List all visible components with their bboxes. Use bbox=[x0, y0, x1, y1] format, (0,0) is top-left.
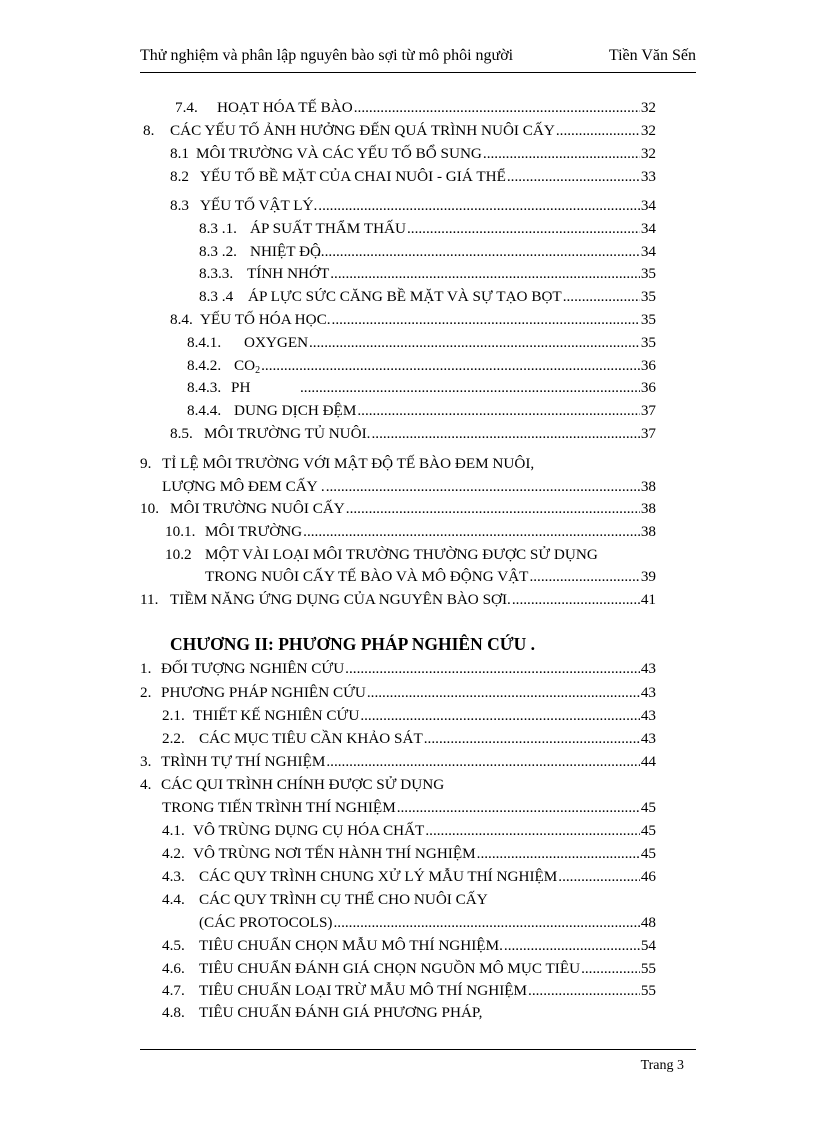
toc-entry: 4.6. TIÊU CHUẨN ĐÁNH GIÁ CHỌN NGUỒN MÔ MỤC TIÊU ..... 55 bbox=[162, 959, 656, 979]
toc-entry: (CÁC PROTOCOLS) ..... 48 bbox=[199, 913, 656, 933]
toc-entry: 10.1. MÔI TRƯỜNG ..... 38 bbox=[165, 522, 656, 542]
toc-entry: 10. MÔI TRƯỜNG NUÔI CẤY ..... 38 bbox=[140, 499, 656, 519]
toc-entry: 8.3.3. TÍNH NHỚT ..... 35 bbox=[199, 264, 656, 284]
toc-entry: 2. PHƯƠNG PHÁP NGHIÊN CỨU ..... 43 bbox=[140, 683, 656, 703]
toc-entry: 8. CÁC YẾU TỐ ẢNH HƯỞNG ĐẾN QUÁ TRÌNH NUÔI CẤY ..... 32 bbox=[143, 121, 656, 141]
toc-entry: 8.4.4. DUNG DỊCH ĐỆM ..... 37 bbox=[187, 401, 656, 421]
toc-entry: 8.3 .2. NHIỆT ĐỘ ..... 34 bbox=[199, 242, 656, 262]
author-name: Tiền Văn Sến bbox=[608, 47, 696, 64]
toc-entry: 8.3 .4 ÁP LỰC SỨC CĂNG BỀ MẶT VÀ SỰ TẠO BỌT ..... 35 bbox=[199, 287, 656, 307]
toc-entry: LƯỢNG MÔ ĐEM CẤY . ..... 38 bbox=[162, 477, 656, 497]
toc-entry: 3. TRÌNH TỰ THÍ NGHIỆM ..... 44 bbox=[140, 752, 656, 772]
toc-entry: 2.2. CÁC MỤC TIÊU CẦN KHẢO SÁT ..... 43 bbox=[162, 729, 656, 749]
footer-rule bbox=[140, 1049, 696, 1050]
toc-entry: 8.2 YẾU TỐ BỀ MẶT CỦA CHAI NUÔI - GIÁ THỂ ..... 33 bbox=[170, 167, 656, 187]
toc-entry: 8.4.2. $CO_2$ ..... 36 bbox=[187, 356, 656, 376]
toc-entry: 4.1. VÔ TRÙNG DỤNG CỤ HÓA CHẤT ..... 45 bbox=[162, 821, 656, 841]
toc-entry: 2.1. THIẾT KẾ NGHIÊN CỨU ..... 43 bbox=[162, 706, 656, 726]
toc-entry: 9. TỈ LỆ MÔI TRƯỜNG VỚI MẬT ĐỘ TẾ BÀO ĐEM NUÔI, bbox=[140, 455, 535, 472]
toc-entry: TRONG TIẾN TRÌNH THÍ NGHIỆM ..... 45 bbox=[162, 798, 656, 818]
toc-entry: 8.4. YẾU TỐ HÓA HỌC. ..... 35 bbox=[170, 310, 656, 330]
toc-entry: 8.3 YẾU TỐ VẬT LÝ. ..... 34 bbox=[170, 196, 656, 216]
toc-entry: 4.7. TIÊU CHUẨN LOẠI TRỪ MẪU MÔ THÍ NGHIỆM ..... 55 bbox=[162, 981, 656, 1001]
toc-entry: 8.4.3. PH ..... 36 bbox=[187, 378, 656, 398]
toc-entry: 7.4. HOẠT HÓA TẾ BÀO ..... 32 bbox=[175, 98, 656, 118]
toc-entry: 4.3. CÁC QUY TRÌNH CHUNG XỬ LÝ MẪU THÍ NGHIỆM ..... 46 bbox=[162, 867, 656, 887]
toc-entry: 4.8. TIÊU CHUẨN ĐÁNH GIÁ PHƯƠNG PHÁP, bbox=[162, 1004, 483, 1021]
toc-entry: 4.2. VÔ TRÙNG NƠI TẾN HÀNH THÍ NGHIỆM ..... 45 bbox=[162, 844, 656, 864]
toc-entry: TRONG NUÔI CẤY TẾ BÀO VÀ MÔ ĐỘNG VẬT ..... 39 bbox=[205, 567, 656, 587]
toc-entry: 8.3 .1. ÁP SUẤT THẨM THẤU ..... 34 bbox=[199, 219, 656, 239]
chapter-heading: CHƯƠNG II: PHƯƠNG PHÁP NGHIÊN CỨU . bbox=[170, 634, 536, 654]
toc-entry: 8.5. MÔI TRƯỜNG TỦ NUÔI. ..... 37 bbox=[170, 424, 656, 444]
page-number: Trang 3 bbox=[640, 1058, 684, 1073]
toc-entry: 4.5. TIÊU CHUẨN CHỌN MẪU MÔ THÍ NGHIỆM. ..... 54 bbox=[162, 936, 656, 956]
toc-entry: 10.2 MỘT VÀI LOẠI MÔI TRƯỜNG THƯỜNG ĐƯỢC SỬ DỤNG bbox=[165, 546, 598, 563]
toc-entry: 8.1 MÔI TRƯỜNG VÀ CÁC YẾU TỐ BỔ SUNG ..... 32 bbox=[170, 144, 656, 164]
document-title: Thử nghiệm và phân lập nguyên bào sợi từ mô phôi người bbox=[140, 47, 514, 64]
toc-entry: 8.4.1. OXYGEN ..... 35 bbox=[187, 333, 656, 353]
toc-entry: 4. CÁC QUI TRÌNH CHÍNH ĐƯỢC SỬ DỤNG bbox=[140, 776, 445, 793]
toc-entry: 1. ĐỐI TƯỢNG NGHIÊN CỨU ..... 43 bbox=[140, 659, 656, 679]
toc-entry: 11. TIỀM NĂNG ỨNG DỤNG CỦA NGUYÊN BÀO SỢI. ..... 41 bbox=[140, 590, 656, 610]
header-rule bbox=[140, 72, 696, 73]
toc-entry: 4.4. CÁC QUY TRÌNH CỤ THỂ CHO NUÔI CẤY bbox=[162, 891, 488, 908]
